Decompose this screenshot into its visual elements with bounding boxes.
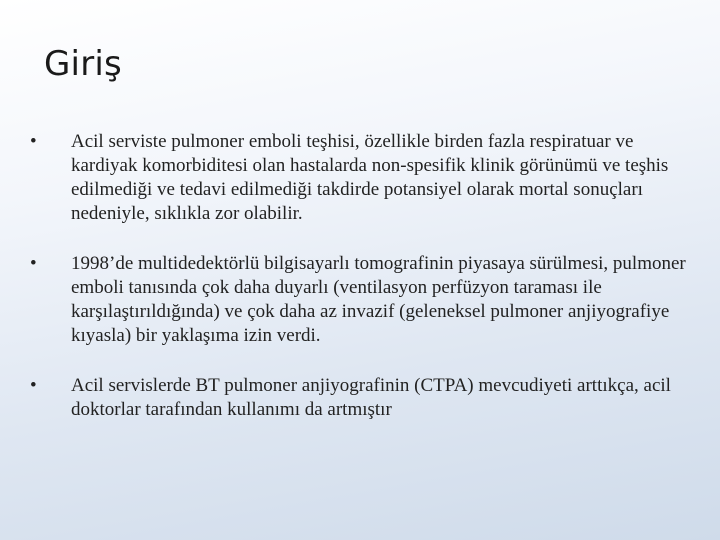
slide-title: Giriş <box>44 44 122 84</box>
bullet-list <box>30 130 690 448</box>
bullet-text: 1998’de multidedektörlü bilgisayarlı tomografinin piyasaya sürülmesi, pulmoner emboli tanısında çok daha duyarlı (ventilasyon perfüzyon taraması ile karşılaştırıldığında) ve çok daha az invazif (geleneksel pulmoner anjiyografiye kıyasla) bir yaklaşıma izin verdi. <box>71 253 686 346</box>
bullet-item <box>30 252 690 348</box>
bullet-icon: • <box>30 253 37 274</box>
bullet-item <box>30 374 690 422</box>
bullet-text: Acil serviste pulmoner emboli teşhisi, özellikle birden fazla respiratuar ve kardiyak komorbiditesi olan hastalarda non-spesifik klinik görünümü ve teşhis edilmediği ve tedavi edilmediği takdirde potansiyel olarak mortal sonuçları nedeniyle, sıklıkla zor olabilir. <box>71 131 669 224</box>
bullet-text: Acil servislerde BT pulmoner anjiyografinin (CTPA) mevcudiyeti arttıkça, acil doktorlar tarafından kullanımı da artmıştır <box>71 375 671 420</box>
bullet-item <box>30 130 690 226</box>
bullet-icon: • <box>30 131 37 152</box>
bullet-icon: • <box>30 375 37 396</box>
